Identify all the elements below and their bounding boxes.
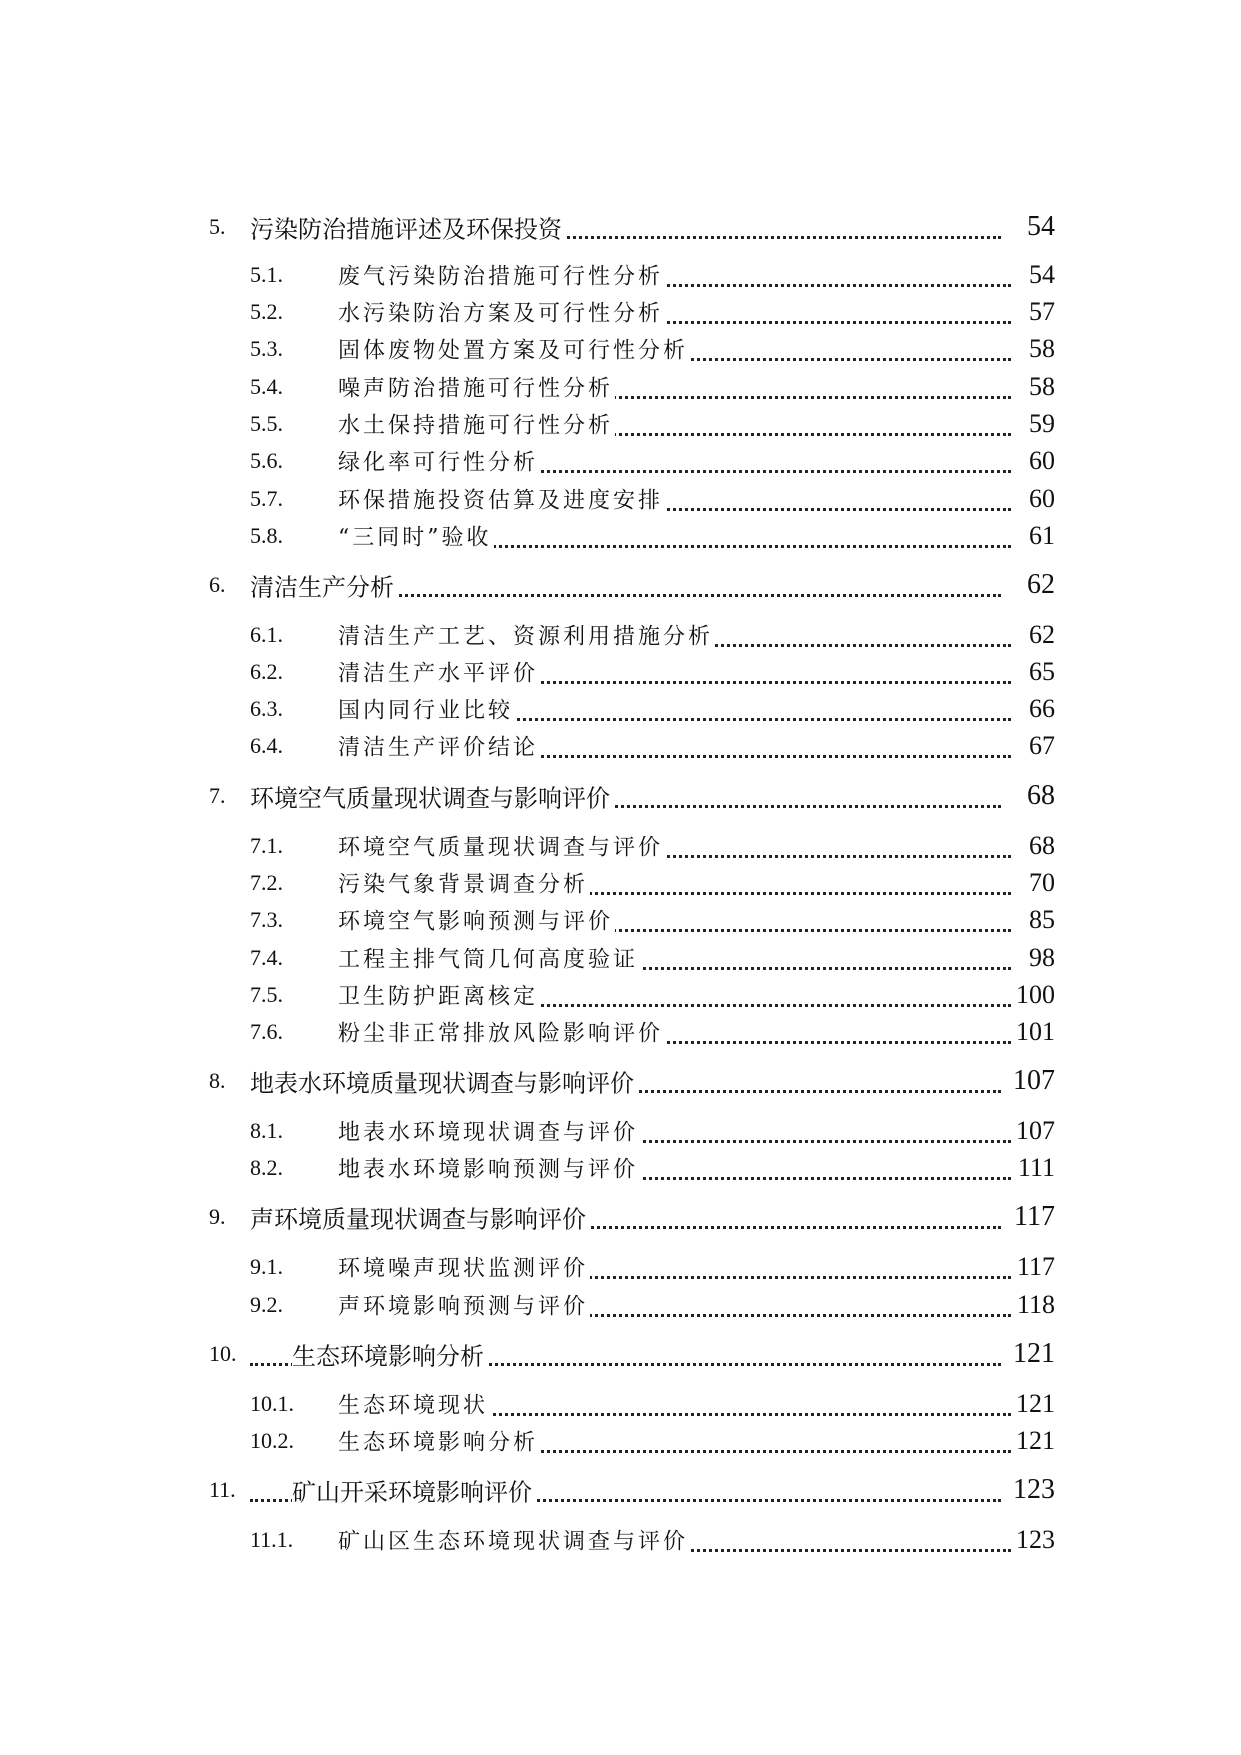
toc-entry-page: 66 xyxy=(1029,694,1055,723)
toc-entry-number: 7.3. xyxy=(250,907,283,932)
toc-entry-page: 58 xyxy=(1029,334,1055,363)
toc-entry-section[interactable] xyxy=(0,1423,1241,1459)
toc-entry-page: 101 xyxy=(1016,1017,1055,1046)
toc-entry-title: 噪声防治措施可行性分析 xyxy=(338,372,615,403)
toc-entry-title: 清洁生产水平评价 xyxy=(338,657,540,688)
toc-entry-page: 58 xyxy=(1029,372,1055,401)
toc-entry-page: 68 xyxy=(1029,831,1055,860)
toc-entry-section[interactable] xyxy=(0,977,1241,1013)
toc-entry-section[interactable] xyxy=(0,1522,1241,1558)
toc-entry-title: 矿山区生态环境现状调查与评价 xyxy=(338,1525,690,1556)
toc-entry-section[interactable] xyxy=(0,294,1241,330)
toc-entry-title: 环保措施投资估算及进度安排 xyxy=(338,484,665,515)
toc-entry-number: 5.8. xyxy=(250,523,283,548)
toc-entry-chapter[interactable] xyxy=(0,209,1241,245)
toc-entry-number: 5. xyxy=(209,214,226,239)
toc-entry-title: “三同时”验收 xyxy=(338,521,494,552)
toc-entry-title: 生态环境影响分析 xyxy=(338,1426,540,1457)
toc-entry-title: 工程主排气筒几何高度验证 xyxy=(338,943,640,974)
toc-entry-chapter[interactable] xyxy=(0,1063,1241,1099)
toc-entry-section[interactable] xyxy=(0,1014,1241,1050)
toc-entry-section[interactable] xyxy=(0,1386,1241,1422)
toc-entry-page: 70 xyxy=(1029,868,1055,897)
toc-entry-number: 6.4. xyxy=(250,733,283,758)
toc-entry-section[interactable] xyxy=(0,518,1241,554)
toc-entry-title: 地表水环境质量现状调查与影响评价 xyxy=(250,1064,636,1099)
toc-entry-page: 68 xyxy=(1027,780,1055,811)
toc-entry-number: 5.6. xyxy=(250,448,283,473)
toc-entry-number: 6.2. xyxy=(250,659,283,684)
toc-entry-number: 7.4. xyxy=(250,945,283,970)
toc-entry-number: 8.1. xyxy=(250,1118,283,1143)
toc-entry-page: 57 xyxy=(1029,297,1055,326)
toc-entry-title: 环境空气质量现状调查与影响评价 xyxy=(250,779,612,814)
toc-entry-page: 117 xyxy=(1014,1201,1055,1232)
toc-entry-section[interactable] xyxy=(0,1113,1241,1149)
toc-entry-number: 5.4. xyxy=(250,374,283,399)
toc-entry-chapter[interactable] xyxy=(0,567,1241,603)
toc-entry-section[interactable] xyxy=(0,331,1241,367)
toc-entry-title: 清洁生产工艺、资源利用措施分析 xyxy=(338,620,715,651)
toc-entry-section[interactable] xyxy=(0,865,1241,901)
toc-entry-number: 8. xyxy=(209,1068,226,1093)
toc-entry-section[interactable] xyxy=(0,617,1241,653)
toc-entry-title: 声环境质量现状调查与影响评价 xyxy=(250,1200,588,1235)
toc-entry-page: 98 xyxy=(1029,943,1055,972)
toc-entry-number: 7.1. xyxy=(250,833,283,858)
toc-entry-page: 59 xyxy=(1029,409,1055,438)
toc-entry-title: 清洁生产分析 xyxy=(250,568,396,603)
toc-entry-page: 123 xyxy=(1013,1474,1055,1505)
toc-entry-section[interactable] xyxy=(0,691,1241,727)
toc-entry-chapter[interactable] xyxy=(0,778,1241,814)
toc-entry-number: 11.1. xyxy=(250,1527,294,1552)
toc-entry-number: 9. xyxy=(209,1204,226,1229)
toc-entry-section[interactable] xyxy=(0,728,1241,764)
toc-entry-title: 粉尘非正常排放风险影响评价 xyxy=(338,1017,665,1048)
toc-entry-page: 107 xyxy=(1013,1065,1055,1096)
toc-entry-title: 水污染防治方案及可行性分析 xyxy=(338,297,665,328)
toc-entry-number: 7.5. xyxy=(250,982,283,1007)
toc-entry-number: 9.1. xyxy=(250,1254,283,1279)
toc-entry-page: 65 xyxy=(1029,657,1055,686)
toc-entry-section[interactable] xyxy=(0,902,1241,938)
toc-entry-title: 声环境影响预测与评价 xyxy=(338,1290,590,1321)
toc-entry-number: 6. xyxy=(209,572,226,597)
toc-entry-number: 10. xyxy=(209,1341,237,1366)
toc-entry-section[interactable] xyxy=(0,369,1241,405)
toc-entry-number: 7. xyxy=(209,783,226,808)
toc-entry-number: 5.2. xyxy=(250,299,283,324)
toc-entry-title: 水土保持措施可行性分析 xyxy=(338,409,615,440)
toc-entry-title: 环境噪声现状监测评价 xyxy=(338,1252,590,1283)
toc-entry-section[interactable] xyxy=(0,1150,1241,1186)
toc-entry-page: 100 xyxy=(1016,980,1055,1009)
toc-entry-page: 107 xyxy=(1016,1116,1055,1145)
toc-entry-page: 60 xyxy=(1029,484,1055,513)
toc-entry-section[interactable] xyxy=(0,1287,1241,1323)
toc-entry-title: 清洁生产评价结论 xyxy=(338,731,540,762)
toc-entry-title: 污染气象背景调查分析 xyxy=(338,868,590,899)
toc-entry-number: 6.1. xyxy=(250,622,283,647)
toc-entry-title: 国内同行业比较 xyxy=(338,694,515,725)
toc-entry-page: 117 xyxy=(1016,1252,1055,1281)
toc-entry-title: 矿山开采环境影响评价 xyxy=(292,1473,534,1508)
toc-entry-page: 121 xyxy=(1016,1426,1055,1455)
toc-entry-page: 61 xyxy=(1029,521,1055,550)
toc-entry-number: 5.5. xyxy=(250,411,283,436)
toc-entry-chapter[interactable] xyxy=(0,1336,1241,1372)
toc-entry-page: 123 xyxy=(1016,1525,1055,1554)
toc-entry-title: 生态环境影响分析 xyxy=(292,1337,486,1372)
toc-entry-title: 卫生防护距离核定 xyxy=(338,980,540,1011)
toc-entry-number: 8.2. xyxy=(250,1155,283,1180)
toc-entry-title: 地表水环境现状调查与评价 xyxy=(338,1116,640,1147)
toc-entry-section[interactable] xyxy=(0,443,1241,479)
toc-entry-page: 54 xyxy=(1029,260,1055,289)
toc-entry-title: 绿化率可行性分析 xyxy=(338,446,540,477)
toc-entry-number: 11. xyxy=(209,1477,236,1502)
toc-entry-number: 10.2. xyxy=(250,1428,294,1453)
toc-entry-section[interactable] xyxy=(0,654,1241,690)
toc-entry-page: 118 xyxy=(1016,1290,1055,1319)
toc-entry-section[interactable] xyxy=(0,940,1241,976)
toc-entry-title: 固体废物处置方案及可行性分析 xyxy=(338,334,690,365)
toc-entry-number: 7.2. xyxy=(250,870,283,895)
toc-entry-section[interactable] xyxy=(0,257,1241,293)
toc-entry-page: 111 xyxy=(1017,1153,1055,1182)
toc-entry-number: 10.1. xyxy=(250,1391,294,1416)
toc-entry-page: 62 xyxy=(1029,620,1055,649)
toc-entry-chapter[interactable] xyxy=(0,1199,1241,1235)
toc-entry-section[interactable] xyxy=(0,828,1241,864)
toc-entry-number: 7.6. xyxy=(250,1019,283,1044)
toc-entry-page: 121 xyxy=(1013,1338,1055,1369)
toc-entry-section[interactable] xyxy=(0,481,1241,517)
toc-entry-number: 6.3. xyxy=(250,696,283,721)
toc-entry-number: 9.2. xyxy=(250,1292,283,1317)
toc-entry-page: 54 xyxy=(1027,211,1055,242)
toc-entry-number: 5.7. xyxy=(250,486,283,511)
toc-entry-title: 污染防治措施评述及环保投资 xyxy=(250,210,564,245)
toc-entry-page: 62 xyxy=(1027,569,1055,600)
toc-entry-number: 5.1. xyxy=(250,262,283,287)
toc-entry-page: 85 xyxy=(1029,905,1055,934)
toc-entry-number: 5.3. xyxy=(250,336,283,361)
toc-entry-title: 生态环境现状 xyxy=(338,1389,490,1420)
toc-entry-page: 121 xyxy=(1016,1389,1055,1418)
toc-entry-section[interactable] xyxy=(0,406,1241,442)
toc-entry-page: 67 xyxy=(1029,731,1055,760)
toc-entry-page: 60 xyxy=(1029,446,1055,475)
toc-entry-title: 废气污染防治措施可行性分析 xyxy=(338,260,665,291)
toc-entry-title: 环境空气质量现状调查与评价 xyxy=(338,831,665,862)
toc-entry-chapter[interactable] xyxy=(0,1472,1241,1508)
toc-entry-title: 环境空气影响预测与评价 xyxy=(338,905,615,936)
toc-entry-title: 地表水环境影响预测与评价 xyxy=(338,1153,640,1184)
toc-entry-section[interactable] xyxy=(0,1249,1241,1285)
